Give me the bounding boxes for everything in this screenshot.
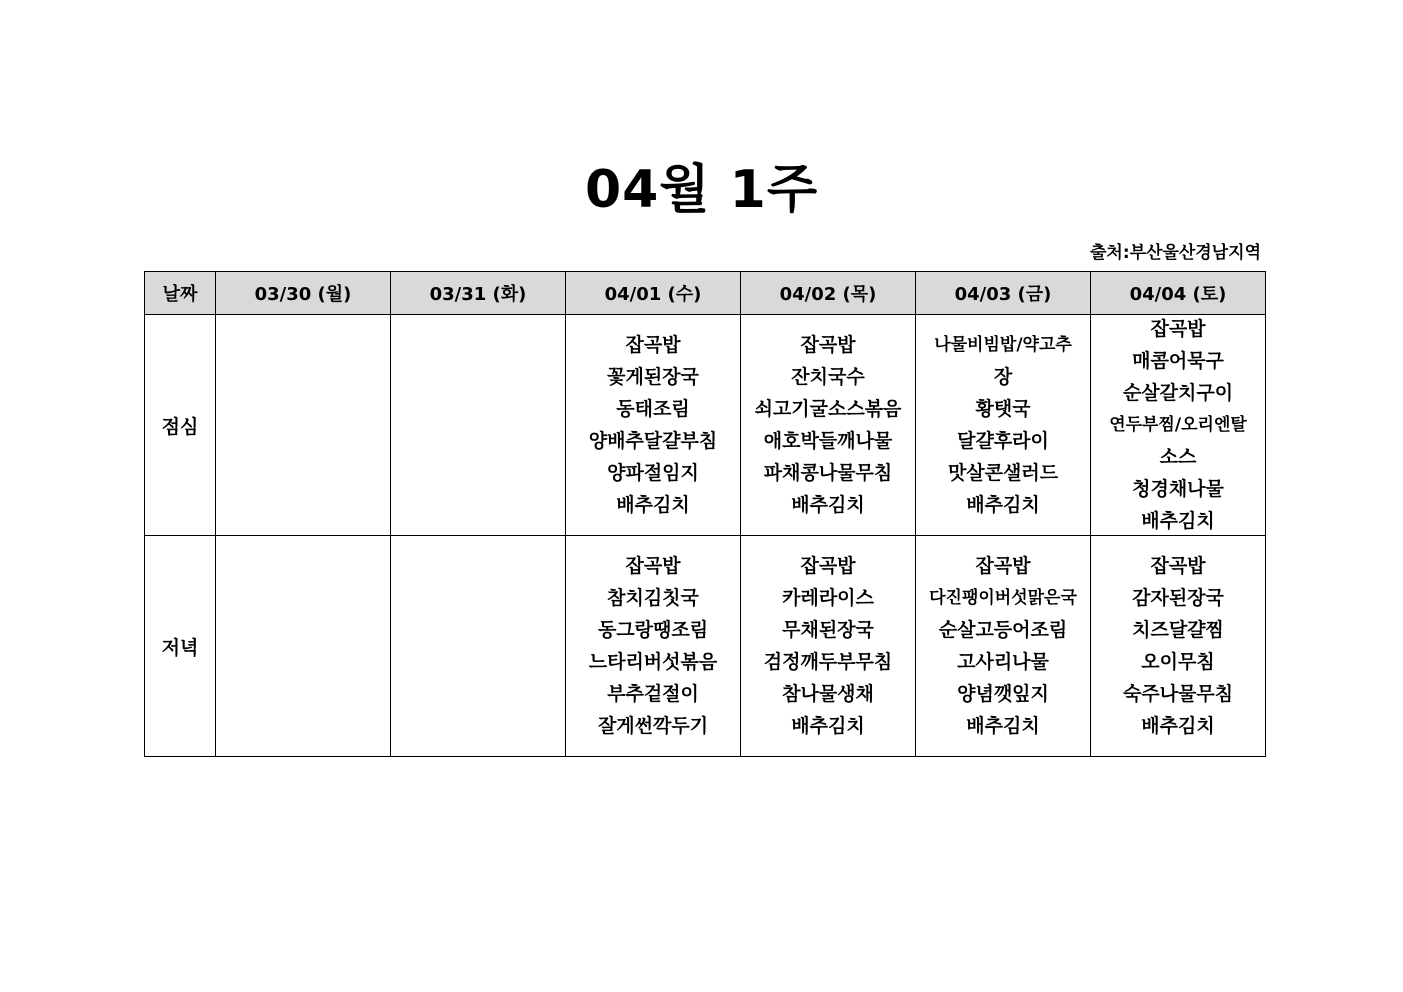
menu-cell (1091, 315, 1266, 536)
menu-item: 배추김치 (1141, 510, 1215, 532)
menu-item: 잡곡밥 (800, 555, 856, 577)
menu-item: 숙주나물무침 (1122, 683, 1234, 705)
menu-item: 양념깻잎지 (957, 683, 1049, 705)
menu-item: 동그랑땡조림 (597, 619, 709, 641)
menu-item: 검정깨두부무침 (763, 651, 893, 673)
header-row (145, 272, 1266, 315)
menu-cell (391, 315, 566, 536)
menu-item: 양배추달걀부침 (588, 430, 718, 452)
dinner-row (145, 536, 1266, 757)
menu-cell (216, 315, 391, 536)
page-title: 04월 1주 (584, 160, 819, 220)
menu-item: 파채콩나물무침 (763, 462, 893, 484)
meal-label: 점심 (145, 315, 216, 536)
header-day: 04/04 (토) (1091, 272, 1266, 315)
menu-item: 잡곡밥 (1150, 555, 1206, 577)
header-day: 03/30 (월) (216, 272, 391, 315)
menu-item: 순살갈치구이 (1122, 382, 1234, 404)
menu-item: 소스 (1159, 446, 1197, 468)
menu-cell (741, 315, 916, 536)
menu-item: 청경채나물 (1132, 478, 1224, 500)
menu-cell (566, 536, 741, 757)
header-day: 03/31 (화) (391, 272, 566, 315)
menu-item: 잡곡밥 (1150, 318, 1206, 340)
menu-item: 배추김치 (616, 494, 690, 516)
menu-item: 다진팽이버섯맑은국 (929, 588, 1077, 608)
menu-item: 나물비빔밥/약고추 (934, 335, 1072, 355)
menu-item: 배추김치 (791, 715, 865, 737)
menu-item: 배추김치 (966, 715, 1040, 737)
menu-item: 연두부찜/오리엔탈 (1109, 415, 1247, 435)
menu-item: 황탯국 (975, 398, 1031, 420)
menu-item: 잘게썬깍두기 (597, 715, 709, 737)
menu-cell (1091, 536, 1266, 757)
menu-item: 참나물생채 (782, 683, 874, 705)
menu-item: 장 (993, 366, 1013, 388)
header-day: 04/01 (수) (566, 272, 741, 315)
header-day: 04/03 (금) (916, 272, 1091, 315)
menu-item: 참치김칫국 (607, 587, 699, 609)
menu-item: 배추김치 (1141, 715, 1215, 737)
header-day: 04/02 (목) (741, 272, 916, 315)
menu-item: 순살고등어조림 (938, 619, 1068, 641)
menu-cell (566, 315, 741, 536)
menu-cell (216, 536, 391, 757)
lunch-row (145, 315, 1266, 536)
menu-item: 쇠고기굴소스볶음 (754, 398, 902, 420)
menu-item: 동태조림 (616, 398, 690, 420)
menu-item: 느타리버섯볶음 (588, 651, 718, 673)
weekly-menu-table (144, 271, 1266, 757)
menu-cell (741, 536, 916, 757)
menu-item: 잡곡밥 (975, 555, 1031, 577)
menu-item: 잡곡밥 (625, 555, 681, 577)
menu-item: 잡곡밥 (800, 334, 856, 356)
menu-item: 배추김치 (966, 494, 1040, 516)
header-date: 날짜 (145, 272, 216, 315)
menu-item: 카레라이스 (782, 587, 874, 609)
menu-cell (391, 536, 566, 757)
menu-item: 꽃게된장국 (607, 366, 699, 388)
menu-item: 고사리나물 (957, 651, 1049, 673)
menu-item: 감자된장국 (1132, 587, 1224, 609)
menu-item: 부추겉절이 (607, 683, 699, 705)
menu-cell (916, 315, 1091, 536)
menu-item: 배추김치 (791, 494, 865, 516)
menu-item: 달걀후라이 (957, 430, 1049, 452)
menu-item: 잔치국수 (791, 366, 865, 388)
menu-item: 애호박들깨나물 (763, 430, 893, 452)
menu-item: 치즈달걀찜 (1132, 619, 1224, 641)
menu-item: 매콤어묵구 (1132, 350, 1224, 372)
menu-item: 잡곡밥 (625, 334, 681, 356)
meal-label: 저녁 (145, 536, 216, 757)
menu-item: 양파절임지 (607, 462, 699, 484)
menu-cell (916, 536, 1091, 757)
source-note: 출처:부산울산경남지역 (1089, 243, 1261, 263)
menu-item: 무채된장국 (782, 619, 874, 641)
menu-item: 오이무침 (1141, 651, 1215, 673)
menu-item: 맛살콘샐러드 (947, 462, 1059, 484)
